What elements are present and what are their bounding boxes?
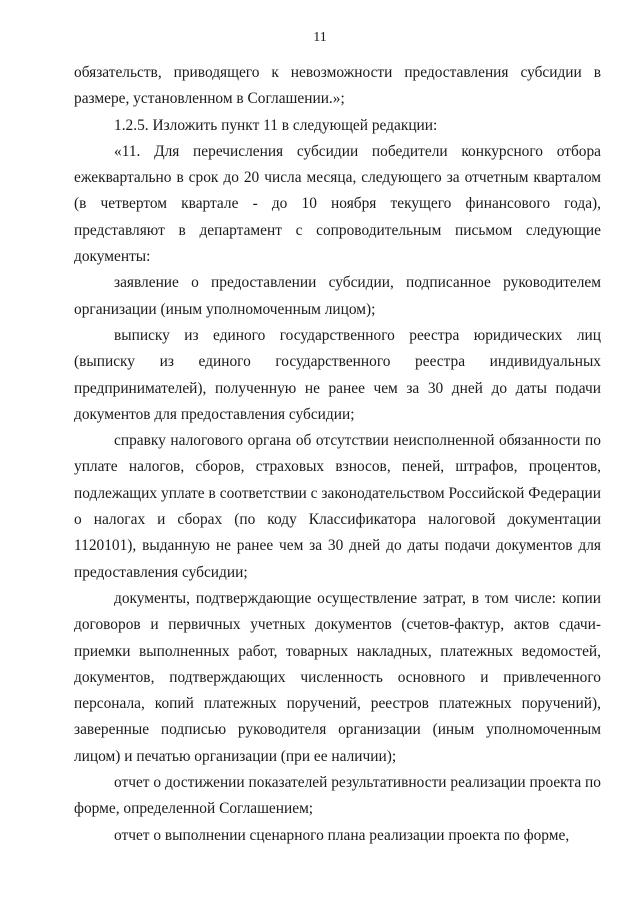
paragraph-performance-report: отчет о достижении показателей результативности реализации проекта по форме, определенной Соглашением; (74, 774, 601, 818)
paragraph-expense-documents: документы, подтверждающие осуществление затрат, в том числе: копии договоров и первичных учетных документов (счетов-фактур, актов сдачи-приемки выполненных работ, товарных накладных, платежных ведомостей, документов, подтверждающих численность основного и привлеченного персонала, копий платежных поручений, реестров платежных поручений), заверенные подписью руководителя организации (иным уполномоченным лицом) и печатью организации (при ее наличии); (74, 589, 601, 765)
paragraph-tax-certificate: справку налогового органа об отсутствии неисполненной обязанности по уплате налогов, сборов, страховых взносов, пеней, штрафов, процентов, подлежащих уплате в соответствии с законодательством Российской Федерации о налогах и сборах (по коду Классификатора налоговой документации 1120101), выданную не ранее чем за 30 дней до даты подачи документов для предоставления субсидии; (74, 432, 601, 581)
paragraph-scenario-report: отчет о выполнении сценарного плана реализации проекта по форме, (114, 826, 570, 844)
paragraph-amendment-heading: 1.2.5. Изложить пункт 11 в следующей редакции: (114, 116, 438, 134)
paragraph-registry-extract: выписку из единого государственного реестра юридических лиц (выписку из единого государственного реестра индивидуальных предпринимателей), полученную не ранее чем за 30 дней до даты подачи документов для предоставления субсидии; (74, 326, 601, 423)
paragraph-clause-11: «11. Для перечисления субсидии победители конкурсного отбора ежеквартально в срок до 20 числа месяца, следующего за отчетным кварталом (в четвертом квартале - до 10 ноября текущего финансового года), представляют в департамент с сопроводительным письмом следующие документы: (74, 142, 601, 266)
paragraph-application: заявление о предоставлении субсидии, подписанное руководителем организации (иным уполномоченным лицом); (74, 274, 601, 318)
page-number: 11 (313, 30, 327, 45)
paragraph-continuation: обязательств, приводящего к невозможности предоставления субсидии в размере, установленном в Соглашении.»; (74, 64, 601, 108)
document-body (74, 60, 601, 849)
